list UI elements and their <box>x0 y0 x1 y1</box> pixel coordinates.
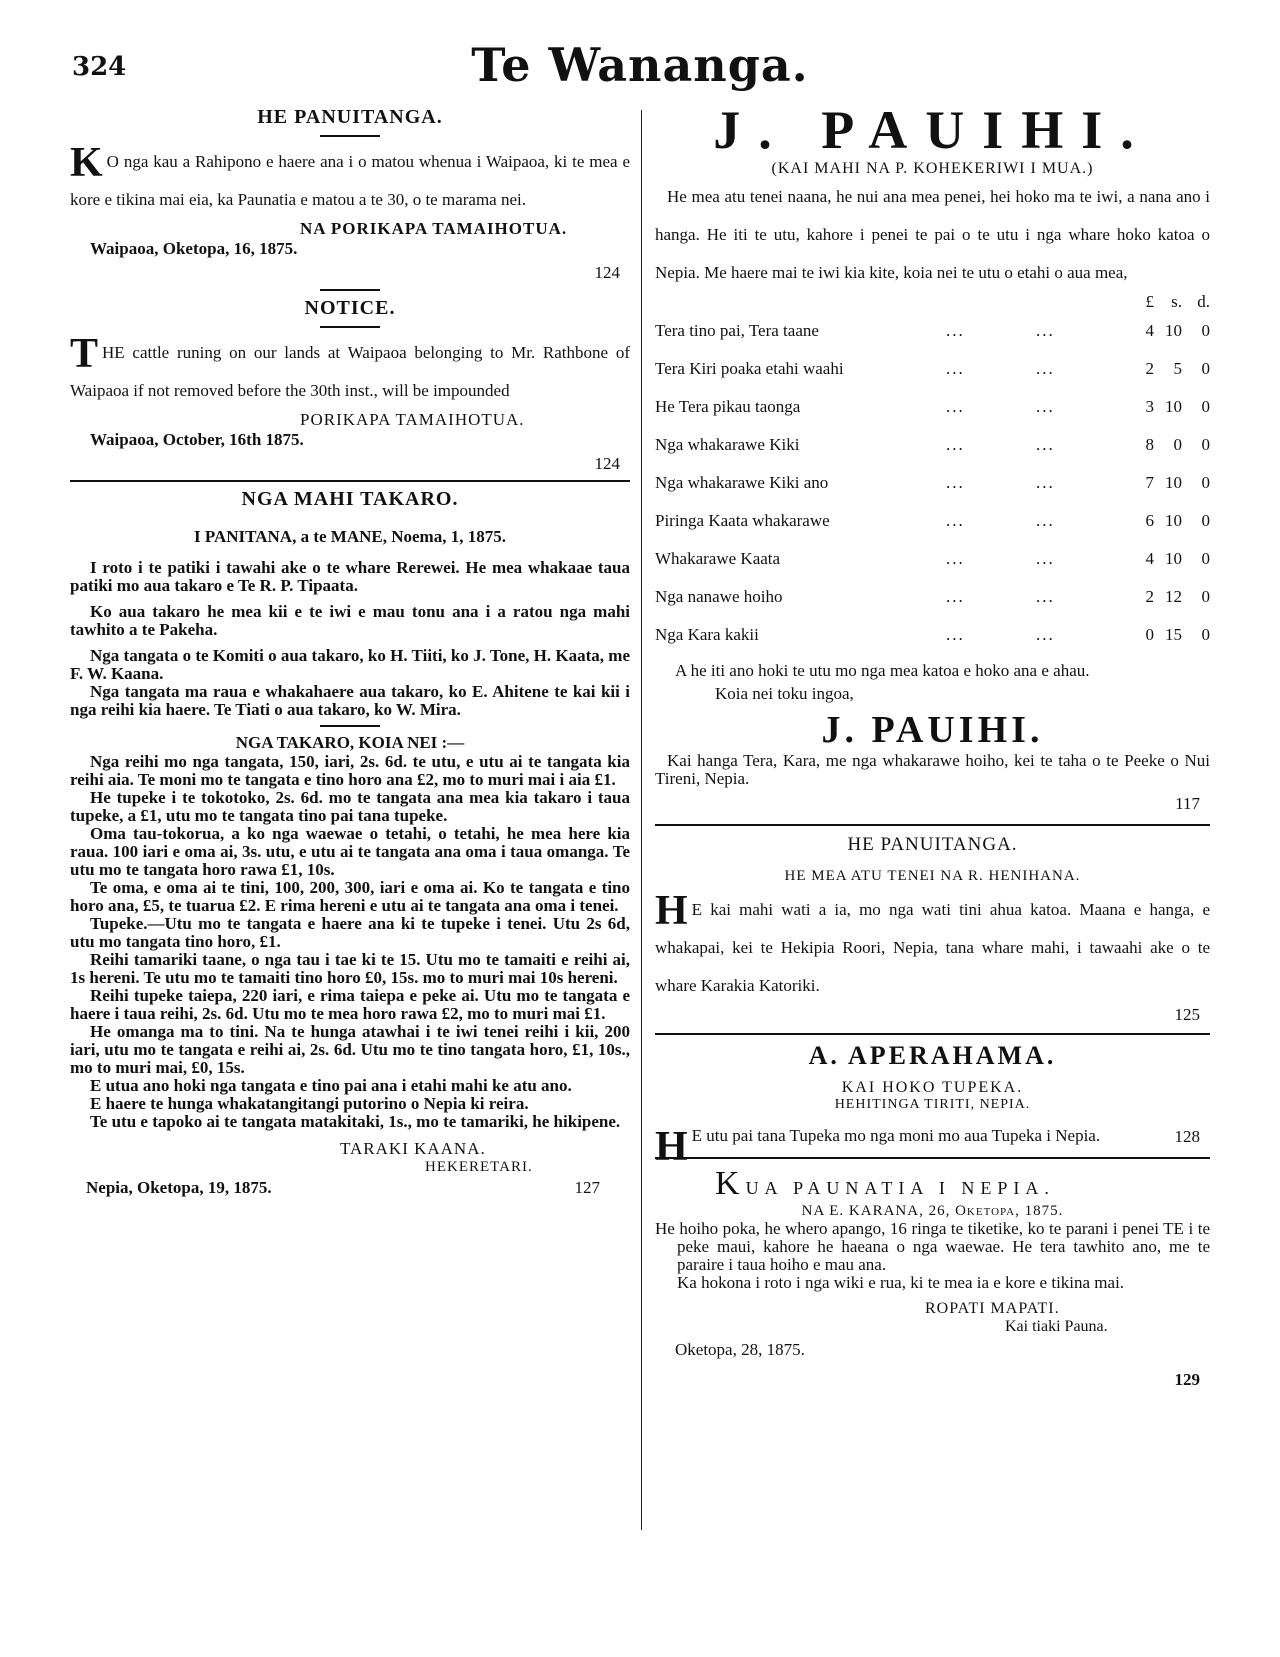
leader-dots: ... <box>1036 321 1055 340</box>
pence-header: d. <box>1197 292 1210 311</box>
advertiser-subtitle: (KAI MAHI NA P. KOHEKERIWI I MUA.) <box>771 160 1094 177</box>
list-item: Te utu e tapoko ai te tangata matakitaki, 1s., mo te tamariki, he hikipene. <box>90 1112 621 1131</box>
footer-text: Kai hanga Tera, Kara, me nga whakarawe hoiho, kei te taha o te Peeke o Nui Tireni, Nepia. <box>655 751 1210 788</box>
short-rule <box>320 725 380 727</box>
notice-text: K O nga kau a Rahipono e haere ana i o matou whenua i Waipaoa, ki te mea e kore e tikina mai eia, ka Paunatia e matou a te 30, o te marama nei. <box>70 140 630 209</box>
leader-dots: ... <box>946 473 965 492</box>
signature: PORIKAPA TAMAIHOTUA. <box>300 410 525 429</box>
price-header-row <box>655 292 1210 312</box>
dateline: Nepia, Oketopa, 19, 1875. <box>86 1178 272 1197</box>
item-name: Tera tino pai, Tera taane <box>655 321 819 340</box>
advert-aperahama <box>655 1041 1210 1170</box>
price-row <box>655 426 1210 464</box>
panui-rahipono <box>70 106 630 283</box>
price-shillings: 10 <box>1165 321 1182 340</box>
right-column <box>655 100 1210 1390</box>
section-heading: NGA MAHI TAKARO. <box>241 488 459 510</box>
price-pence: 0 <box>1201 549 1210 568</box>
list-item: Reihi tamariki taane, o nga tau i tae ki te 15. Utu mo te tamaiti e reihi ai, 1s hereni. Te utu mo te tamaiti tino horo £0, 15s. mo to muri mai 10s hereni. <box>70 950 630 987</box>
notice-cattle <box>70 289 630 474</box>
price-pounds: 2 <box>1145 359 1154 378</box>
advert-number: 127 <box>574 1178 600 1197</box>
full-rule <box>655 1033 1210 1035</box>
dateline: Waipaoa, Oketopa, 16, 1875. <box>90 239 298 258</box>
paragraph: Nga tangata ma raua e whakahaere aua takaro, ko E. Ahitene te kai kii i nga reihi kia haere. Te Tiati o aua takaro, ko W. Mira. <box>70 682 630 719</box>
leader-dots: ... <box>946 511 965 530</box>
drop-cap: K <box>715 1165 746 1202</box>
address-line: HEHITINGA TIRITI, NEPIA. <box>834 1097 1031 1112</box>
signature-title: Kai tiaki Pauna. <box>1005 1318 1108 1335</box>
advertiser-name: J. PAUIHI. <box>713 100 1152 160</box>
section-heading: HE PANUITANGA. <box>847 834 1018 855</box>
price-pence: 0 <box>1201 435 1210 454</box>
column-divider <box>641 110 642 1530</box>
event-subheading: I PANITANA, a te MANE, Noema, 1, 1875. <box>194 527 506 546</box>
drop-cap: K <box>70 140 103 186</box>
full-rule <box>70 480 630 482</box>
item-name: Nga whakarawe Kiki ano <box>655 473 829 492</box>
price-pence: 0 <box>1201 587 1210 606</box>
advert-number: 124 <box>594 263 620 282</box>
byline: NA E. KARANA, 26, Oketopa, 1875. <box>801 1203 1064 1219</box>
price-shillings: 5 <box>1173 359 1182 378</box>
price-row <box>655 350 1210 388</box>
advert-pauihi <box>655 100 1210 814</box>
price-row <box>655 464 1210 502</box>
price-pence: 0 <box>1201 321 1210 340</box>
paragraph: I roto i te patiki i tawahi ake o te whare Rerewei. He mea whakaae taua patiki mo aua takaro e Te R. P. Tipaata. <box>70 558 630 595</box>
notice-text: H E utu pai tana Tupeka mo nga moni mo aua Tupeka i Nepia. <box>655 1124 1101 1170</box>
signoff: Koia nei toku ingoa, <box>715 684 854 703</box>
pound-header: £ <box>1145 292 1154 311</box>
price-row <box>655 502 1210 540</box>
item-name: Piringa Kaata whakarawe <box>655 511 830 530</box>
list-item: E utua ano hoki nga tangata e tino pai ana i etahi mahi ke atu ano. <box>90 1076 572 1095</box>
price-pounds: 8 <box>1145 435 1154 454</box>
price-shillings: 15 <box>1165 625 1182 644</box>
list-item: Nga reihi mo nga tangata, 150, iari, 2s. 6d. te utu, e utu ai te tangata kia reihi aia. Te moni mo te tangata e tino horo ana £2, mo to muri mai i aia £1. <box>70 752 630 789</box>
price-pounds: 2 <box>1145 587 1154 606</box>
left-column <box>70 100 630 1198</box>
footer-row <box>655 1340 1210 1360</box>
signature: ROPATI MAPATI. <box>925 1300 1060 1317</box>
trade-line: KAI HOKO TUPEKA. <box>841 1079 1024 1096</box>
advert-henihana <box>655 834 1210 1025</box>
drop-cap: H <box>655 1124 688 1170</box>
leader-dots: ... <box>1036 397 1055 416</box>
leader-dots: ... <box>946 359 965 378</box>
price-row <box>655 312 1210 350</box>
footer-row <box>70 1178 630 1198</box>
full-rule <box>655 1157 1210 1159</box>
signature: NA PORIKAPA TAMAIHOTUA. <box>300 219 568 238</box>
paragraph: Nga tangata o te Komiti o aua takaro, ko H. Tiiti, ko J. Tone, H. Kaata, me F. W. Kaana. <box>70 646 630 683</box>
price-pence: 0 <box>1201 511 1210 530</box>
dateline: Oketopa, 28, 1875. <box>675 1340 805 1359</box>
short-rule <box>320 135 380 137</box>
leader-dots: ... <box>946 549 965 568</box>
notice-text: THE cattle runing on our lands at Waipaoa belonging to Mr. Rathbone of Waipaoa if not removed before the 30th inst., will be impounded <box>70 331 630 400</box>
list-heading: NGA TAKARO, KOIA NEI :— <box>235 733 465 752</box>
list-item: E haere te hunga whakatangitangi putorino o Nepia ki reira. <box>90 1094 529 1113</box>
list-item: He omanga ma to tini. Na te hunga atawhai i te iwi tenei reihi i kii, 200 iari, utu mo te tangata e reihi ai, 2s. 6d. Utu mo te tino tangata horo, £1, 10s., mo to muri mai, £0, 15s. <box>70 1022 630 1077</box>
full-rule <box>655 824 1210 826</box>
event-list <box>70 753 630 1131</box>
advertiser-name: A. APERAHAMA. <box>808 1041 1057 1070</box>
leader-dots: ... <box>1036 625 1055 644</box>
price-list <box>655 292 1210 654</box>
price-row <box>655 540 1210 578</box>
drop-cap: T <box>70 331 99 377</box>
price-shillings: 10 <box>1165 549 1182 568</box>
advert-number: 124 <box>594 454 620 473</box>
price-row <box>655 388 1210 426</box>
item-name: Whakarawe Kaata <box>655 549 781 568</box>
leader-dots: ... <box>1036 549 1055 568</box>
price-shillings: 0 <box>1173 435 1182 454</box>
leader-dots: ... <box>946 625 965 644</box>
nga-mahi-takaro <box>70 488 630 1198</box>
leader-dots: ... <box>1036 435 1055 454</box>
short-rule <box>320 289 380 291</box>
item-name: Nga nanawe hoiho <box>655 587 783 606</box>
price-pence: 0 <box>1201 473 1210 492</box>
price-shillings: 10 <box>1165 473 1182 492</box>
price-pounds: 4 <box>1145 549 1154 568</box>
list-item: Oma tau-tokorua, a ko nga waewae o tetahi, o tetahi, he mea here kia raua. 100 iari e oma ai, 3s. utu, e utu ai te tangata ana oma i taua omanga. Te utu mo te tangata horo rawa £1, 10s. <box>70 824 630 879</box>
price-shillings: 10 <box>1165 511 1182 530</box>
advert-number: 129 <box>1174 1370 1200 1389</box>
section-heading: KUA PAUNATIA I NEPIA. <box>715 1165 1055 1202</box>
price-pounds: 3 <box>1145 397 1154 416</box>
list-item: Te oma, e oma ai te tini, 100, 200, 300, iari e oma ai. Ko te tangata e tino horo ana, £5, te tuarua £2. E rima hereni e utu ai te tangata ana oma i tenei. <box>70 878 630 915</box>
price-pence: 0 <box>1201 625 1210 644</box>
shilling-header: s. <box>1171 292 1182 311</box>
item-name: Tera Kiri poaka etahi waahi <box>655 359 844 378</box>
leader-dots: ... <box>1036 359 1055 378</box>
outro-text: A he iti ano hoki te utu mo nga mea katoa e hoko ana e ahau. <box>675 661 1090 680</box>
advert-number: 125 <box>1174 1005 1200 1024</box>
notice-text: H E kai mahi wati a ia, mo nga wati tini ahua katoa. Maana e hanga, e whakapai, kei te Hekipia Roori, Nepia, tana whare mahi, i tawaahi ake o te whare Karakia Katoriki. <box>655 888 1210 995</box>
advert-number: 117 <box>1175 794 1200 813</box>
drop-cap: H <box>655 888 688 934</box>
notice-text: He hoiho poka, he whero apango, 16 ringa te tiketike, ko te parani i penei TE i te peke maui, kahore he haeana o nga waewae. He tera tawhito ano, me te paraire i taua hoiho e mau ana. <box>655 1219 1210 1274</box>
price-pounds: 4 <box>1145 321 1154 340</box>
price-pence: 0 <box>1201 397 1210 416</box>
item-name: He Tera pikau taonga <box>655 397 801 416</box>
section-heading: HE PANUITANGA. <box>257 106 443 128</box>
leader-dots: ... <box>1036 511 1055 530</box>
list-item: He tupeke i te tokotoko, 2s. 6d. mo te tangata ana mea kia takaro i taua tupeke, a £1, utu mo te tangata tino pai tana tupeke. <box>70 788 630 825</box>
leader-dots: ... <box>1036 473 1055 492</box>
list-item: Reihi tupeke taiepa, 220 iari, e rima taiepa e peke ai. Utu mo te tangata e haere i taua reihi, 2s. 6d. Utu mo te mea horo rawa £2, mo to muri mai £1. <box>70 986 630 1023</box>
price-row <box>655 578 1210 616</box>
dateline: Waipaoa, October, 16th 1875. <box>90 430 304 449</box>
paragraph: Ko aua takaro he mea kii e te iwi e mau tonu ana i a ratou nga mahi tawhito a te Pakeha. <box>70 602 630 639</box>
list-item: Tupeke.—Utu mo te tangata e haere ana ki te tupeke i tenei. Utu 2s 6d, utu mo tangata tino horo, £1. <box>70 914 630 951</box>
price-pounds: 6 <box>1145 511 1154 530</box>
price-row <box>655 616 1210 654</box>
item-name: Nga Kara kakii <box>655 625 759 644</box>
advertiser-name-repeat: J. PAUIHI. <box>821 709 1044 751</box>
advert-number: 128 <box>1174 1127 1200 1146</box>
leader-dots: ... <box>946 587 965 606</box>
leader-dots: ... <box>1036 587 1055 606</box>
short-rule <box>320 326 380 328</box>
page-number: 324 <box>72 52 127 82</box>
signature-title: HEKERETARI. <box>425 1159 533 1175</box>
section-heading: NOTICE. <box>304 297 396 319</box>
signature: TARAKI KAANA. <box>340 1139 486 1158</box>
price-pounds: 0 <box>1145 625 1154 644</box>
price-shillings: 10 <box>1165 397 1182 416</box>
section-subheading: HE MEA ATU TENEI NA R. HENIHANA. <box>784 868 1081 884</box>
price-pence: 0 <box>1201 359 1210 378</box>
notice-text-2: Ka hokona i roto i nga wiki e rua, ki te mea ia e kore e tikina mai. <box>677 1273 1125 1292</box>
leader-dots: ... <box>946 397 965 416</box>
item-name: Nga whakarawe Kiki <box>655 435 800 454</box>
price-shillings: 12 <box>1165 587 1182 606</box>
advert-paunatia <box>655 1165 1210 1390</box>
masthead-title: Te Wananga. <box>471 38 809 92</box>
leader-dots: ... <box>946 321 965 340</box>
leader-dots: ... <box>946 435 965 454</box>
intro-text: He mea atu tenei naana, he nui ana mea penei, hei hoko ma te iwi, a nana ano i hanga. He iti te utu, kahore i penei te pai o te utu i nga whare hoko katoa o Nepia. Me haere mai te iwi kia kite, koia nei te utu o etahi o aua mea, <box>655 187 1210 282</box>
price-pounds: 7 <box>1145 473 1154 492</box>
